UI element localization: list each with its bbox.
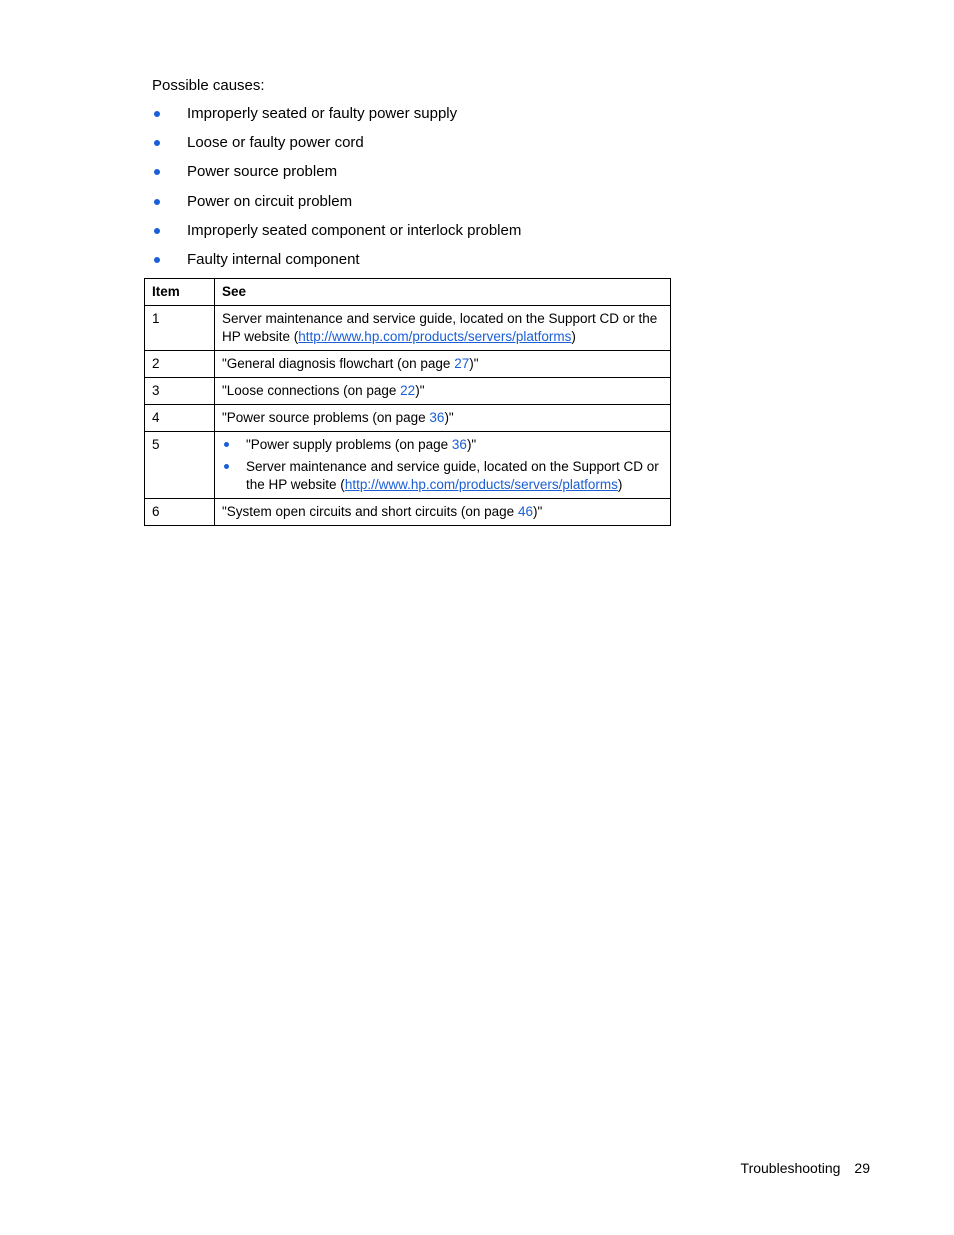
see-cell [215, 432, 671, 499]
see-cell: "System open circuits and short circuits (on page 46)" [215, 499, 671, 526]
list-item: Loose or faulty power cord [152, 133, 521, 162]
bullet-icon [154, 257, 160, 263]
list-item: Improperly seated or faulty power supply [152, 104, 521, 133]
list-item: Server maintenance and service guide, located on the Support CD or the HP website (http://www.hp.com/products/servers/platforms) [222, 458, 663, 494]
bullet-icon [154, 228, 160, 234]
bullet-icon [154, 169, 160, 175]
page-footer [741, 1158, 870, 1178]
possible-causes-heading: Possible causes: [152, 77, 265, 94]
table-header-row [145, 279, 671, 306]
bullet-icon [154, 140, 160, 146]
table-row [145, 378, 671, 405]
causes-list [152, 104, 521, 279]
bullet-icon [224, 464, 229, 469]
page-number: 29 [854, 1160, 870, 1176]
see-cell: "Loose connections (on page 22)" [215, 378, 671, 405]
bullet-icon [154, 111, 160, 117]
see-cell: "General diagnosis flowchart (on page 27)" [215, 351, 671, 378]
page-link[interactable]: 36 [429, 410, 445, 425]
see-list [222, 436, 663, 494]
table-row [145, 432, 671, 499]
see-cell: Server maintenance and service guide, located on the Support CD or the HP website (http://www.hp.com/products/servers/platforms) [215, 306, 671, 351]
list-item: "Power supply problems (on page 36)" [222, 436, 663, 454]
item-cell: 3 [145, 378, 215, 405]
bullet-icon [154, 199, 160, 205]
table-row [145, 306, 671, 351]
list-item: Improperly seated component or interlock problem [152, 221, 521, 250]
item-cell: 1 [145, 306, 215, 351]
table-row [145, 405, 671, 432]
list-item: Faulty internal component [152, 250, 521, 279]
footer-section-title: Troubleshooting [740, 1160, 841, 1176]
item-cell: 5 [145, 432, 215, 499]
see-cell: "Power source problems (on page 36)" [215, 405, 671, 432]
table-row [145, 499, 671, 526]
platforms-link[interactable]: http://www.hp.com/products/servers/platforms [298, 329, 572, 344]
bullet-icon [224, 442, 229, 447]
header-item: Item [145, 279, 215, 306]
item-cell: 2 [145, 351, 215, 378]
item-cell: 4 [145, 405, 215, 432]
item-cell: 6 [145, 499, 215, 526]
reference-table [144, 278, 671, 526]
table-row [145, 351, 671, 378]
page-link[interactable]: 27 [454, 356, 470, 371]
platforms-link[interactable]: http://www.hp.com/products/servers/platforms [344, 477, 618, 492]
list-item: Power on circuit problem [152, 192, 521, 221]
header-see: See [215, 279, 671, 306]
page-link[interactable]: 46 [517, 504, 533, 519]
page-link[interactable]: 36 [451, 437, 467, 452]
list-item: Power source problem [152, 162, 521, 191]
page-link[interactable]: 22 [400, 383, 416, 398]
